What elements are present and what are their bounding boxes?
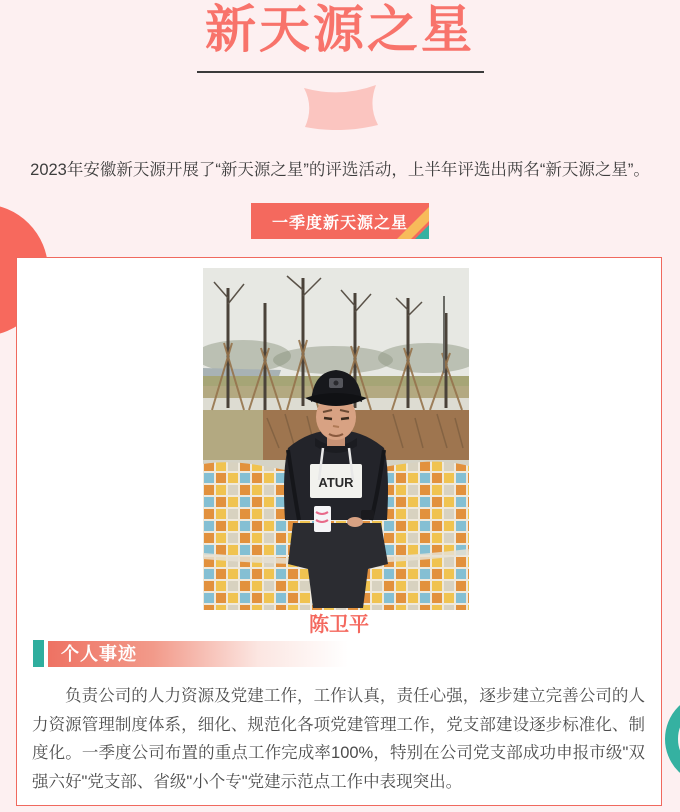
title-underline xyxy=(197,71,484,73)
section-title: 个人事迹 xyxy=(48,641,348,667)
profile-photo xyxy=(203,268,469,610)
person-name: 陈卫平 xyxy=(309,614,369,636)
quarter-banner-button[interactable] xyxy=(251,203,429,239)
shirt-text: ATUR xyxy=(318,475,354,490)
pink-pillow-decoration xyxy=(303,84,379,130)
quarter-banner-label: 一季度新天源之星 xyxy=(271,214,408,232)
bio-paragraph: 负责公司的人力资源及党建工作，工作认真，责任心强，逐步建立完善公司的人力资源管理制度体系，细化、规范化各项党建管理工作，党支部建设逐步标准化、制度化。一季度公司布置的重点工作完成率100%，特别在公司党支部成功申报市级"双强六好"党支部、省级"小个专"党建示范点工作中表现突出。 xyxy=(32,687,645,791)
teal-ring-decoration xyxy=(665,693,680,785)
banner-corner-decoration xyxy=(391,201,429,239)
teal-accent-bar xyxy=(33,640,44,667)
page-title: 新天源之星 xyxy=(204,1,475,58)
profile-card xyxy=(16,257,662,806)
intro-text: 2023年安徽新天源开展了“新天源之星”的评选活动，上半年评选出两名“新天源之星”。 xyxy=(30,161,650,179)
